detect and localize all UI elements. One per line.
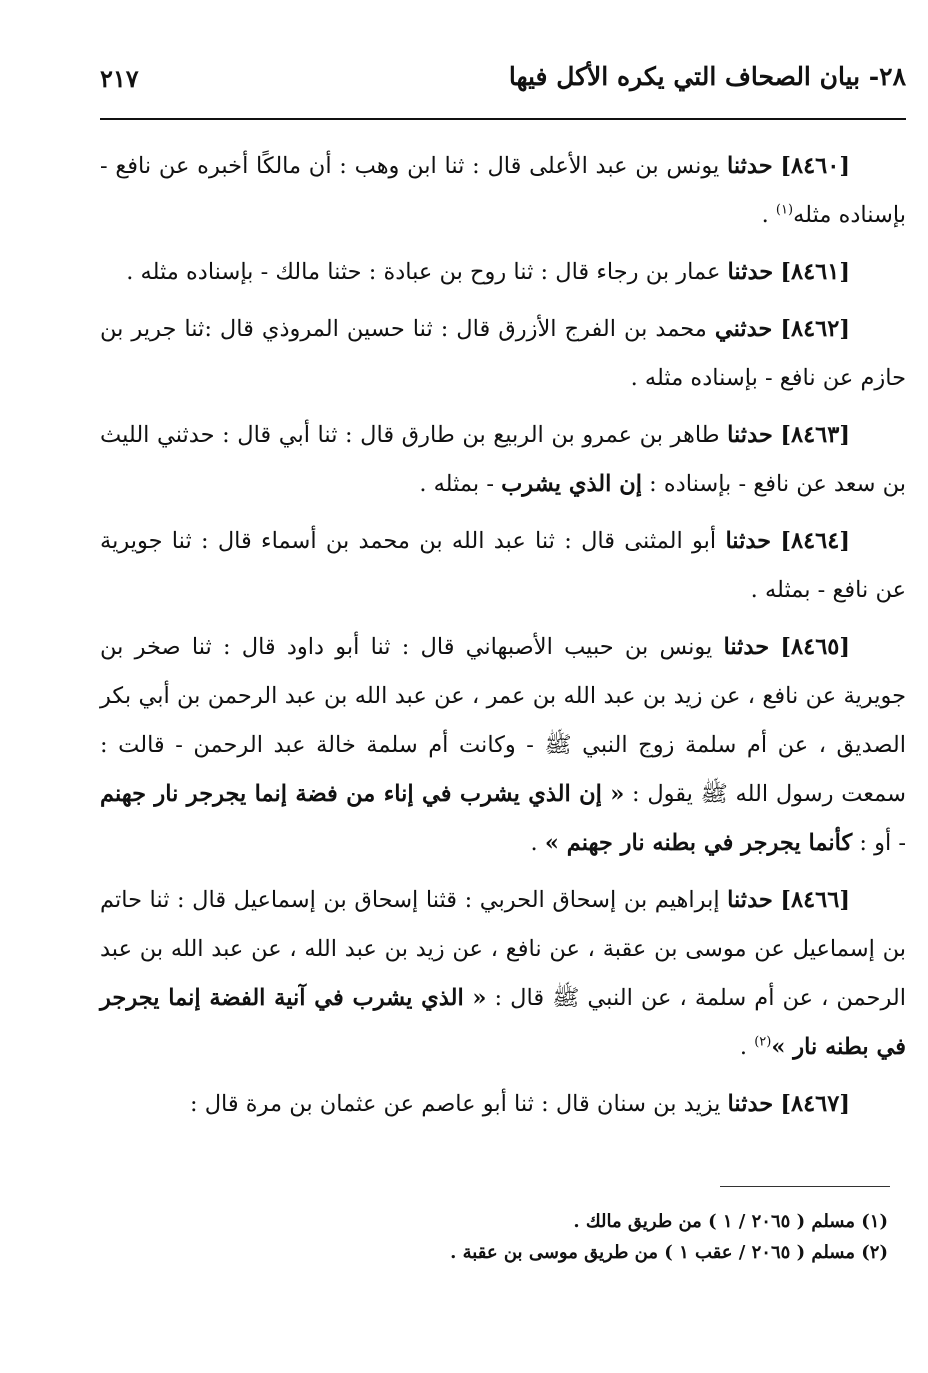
- hadith-text: يونس بن حبيب الأصبهاني قال : ثنا أبو داود قال : ثنا صخر بن جويرية عن نافع ، عن زيد بن عبد الله بن عمر ، عن عبد الله بن عبد الرحمن بن أبي بكر الصديق ، عن أم سلمة زوج النبي ﷺ - وكانت أم سلمة خالة عبد الرحمن - قالت : سمعت رسول الله ﷺ يقول :: [100, 634, 907, 807]
- hadith-number: [٨٤٦١]: [780, 259, 850, 285]
- hadith-8467: [100, 1080, 906, 1129]
- hadith-text-end: .: [530, 830, 545, 856]
- footnote-ref: (٢): [754, 1034, 772, 1050]
- hadith-text-end: .: [761, 202, 776, 228]
- hadith-lead: حدثنا: [727, 259, 774, 285]
- hadith-8463: [100, 411, 906, 509]
- hadith-text: يونس بن عبد الأعلى قال : ثنا ابن وهب : أن مالكًا أخبره عن نافع - بإسناده مثله: [100, 153, 906, 228]
- hadith-lead: حدثنا: [727, 1091, 774, 1117]
- running-header: [100, 58, 906, 108]
- hadith-text: يزيد بن سنان قال : ثنا أبو عاصم عن عثمان بن مرة قال :: [189, 1091, 721, 1117]
- hadith-number: [٨٤٦٦]: [780, 887, 851, 913]
- hadith-text-end: .: [739, 1034, 755, 1060]
- footnote-2: (٢) مسلم ( ٢٠٦٥ / عقب ١ ) من طريق موسى بن عقبة .: [450, 1242, 888, 1263]
- hadith-number: [٨٤٦٧]: [780, 1091, 850, 1117]
- header-rule: [100, 118, 906, 120]
- hadith-lead: حدثنا: [726, 153, 773, 179]
- hadith-8465: [100, 623, 906, 868]
- hadith-8461: [100, 248, 906, 297]
- footnote-1: (١) مسلم ( ٢٠٦٥ / ١ ) من طريق مالك .: [573, 1211, 888, 1232]
- hadith-number: [٨٤٦٥]: [780, 634, 851, 660]
- hadith-matn-alt: كأنما يجرجر في بطنه نار جهنم »: [544, 830, 853, 856]
- hadith-text: أبو المثنى قال : ثنا عبد الله بن محمد بن أسماء قال : ثنا جويرية عن نافع - بمثله .: [100, 528, 906, 603]
- hadith-number: [٨٤٦٠]: [780, 153, 851, 179]
- hadith-text: محمد بن الفرج الأزرق قال : ثنا حسين المروذي قال :ثنا جرير بن حازم عن نافع - بإسناده مثله .: [100, 316, 906, 391]
- footnote-ref: (١): [775, 202, 794, 218]
- hadith-text: إبراهيم بن إسحاق الحربي : قثنا إسحاق بن إسماعيل قال : ثنا حاتم بن إسماعيل عن موسى بن عقبة ، عن نافع ، عن زيد بن عبد الله ، عن عبد الله بن عبد الرحمن ، عن أم سلمة ، عن النبي ﷺ قال :: [100, 887, 906, 1011]
- hadith-lead: حدثنا: [727, 422, 773, 448]
- hadith-8466: [100, 876, 906, 1072]
- footnotes: [100, 1206, 888, 1268]
- hadith-text: عمار بن رجاء قال : ثنا روح بن عبادة : حثنا مالك - بإسناده مثله .: [126, 259, 721, 285]
- hadith-lead: حدثني: [714, 316, 773, 342]
- hadith-text-mid: - أو :: [852, 830, 906, 856]
- hadith-number: [٨٤٦٤]: [780, 528, 851, 554]
- hadith-lead: حدثنا: [727, 887, 773, 913]
- hadith-8460: [100, 142, 906, 240]
- page-number: ٢١٧: [100, 64, 139, 93]
- hadith-text-end: - بمثله .: [419, 471, 502, 497]
- hadith-matn: « إن الذي يشرب في إناء من فضة إنما يجرجر نار جهنم: [100, 781, 625, 807]
- hadith-list: [100, 142, 906, 1137]
- hadith-lead: حدثنا: [723, 634, 770, 660]
- chapter-title: ٢٨- بيان الصحاف التي يكره الأكل فيها: [508, 62, 906, 91]
- hadith-matn: « الذي يشرب في آنية الفضة إنما يجرجر في بطنه نار »: [100, 985, 906, 1060]
- hadith-text: طاهر بن عمرو بن الربيع بن طارق قال : ثنا أبي قال : حدثني الليث بن سعد عن نافع - بإسناده :: [100, 422, 906, 497]
- footnote-rule: [720, 1186, 890, 1187]
- hadith-number: [٨٤٦٢]: [780, 316, 851, 342]
- hadith-lead: حدثنا: [725, 528, 772, 554]
- hadith-8462: [100, 305, 906, 403]
- hadith-matn: إن الذي يشرب: [501, 471, 643, 497]
- hadith-number: [٨٤٦٣]: [780, 422, 851, 448]
- hadith-8464: [100, 517, 906, 615]
